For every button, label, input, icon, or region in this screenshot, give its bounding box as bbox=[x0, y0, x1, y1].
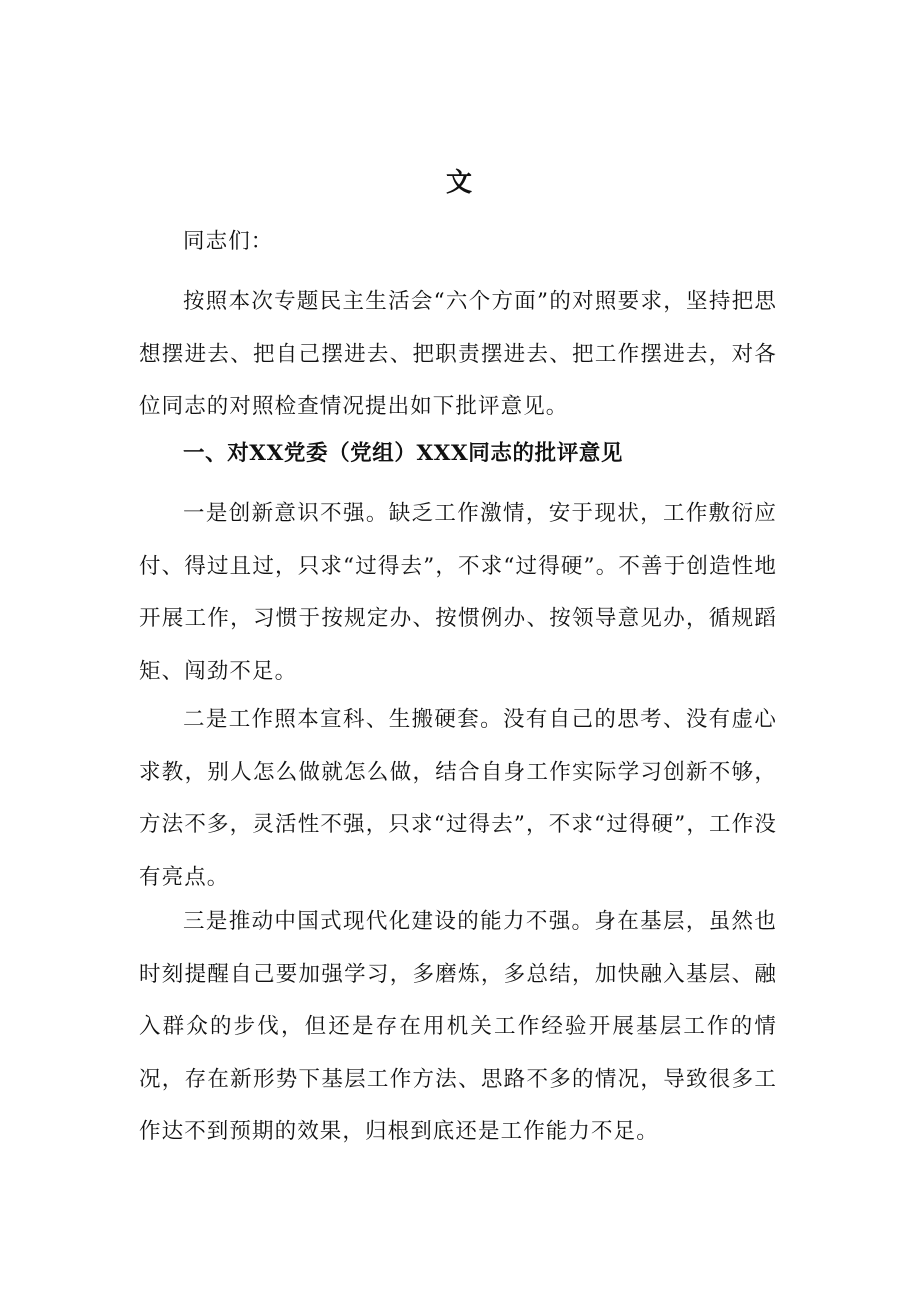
section-heading: 一、对XX党委（党组）XXX同志的批评意见 bbox=[183, 441, 624, 466]
paragraph-3: 三是推动中国式现代化建设的能力不强。身在基层，虽然也时刻提醒自己要加强学习，多磨炼，多总结，加快融入基层、融入群众的步伐，但还是存在用机关工作经验开展基层工作的情况，存在新形势下基层工作方法、思路不多的情况，导致很多工作达不到预期的效果，归根到底还是工作能力不足。 bbox=[139, 909, 777, 1144]
paragraph-2: 二是工作照本宣科、生搬硬套。没有自己的思考、没有虚心求教，别人怎么做就怎么做，结合自身工作实际学习创新不够，方法不多，灵活性不强，只求“过得去”，不求“过得硬”，工作没有亮点。 bbox=[139, 707, 777, 890]
document-title: 文 bbox=[445, 168, 474, 198]
salutation: 同志们： bbox=[183, 229, 274, 254]
paragraph-1: 一是创新意识不强。缺乏工作激情，安于现状，工作敷衍应付、得过且过，只求“过得去”，不求“过得硬”。不善于创造性地开展工作，习惯于按规定办、按惯例办、按领导意见办，循规蹈矩、闯劲不足。 bbox=[139, 501, 777, 684]
intro-paragraph: 按照本次专题民主生活会“六个方面”的对照要求，坚持把思想摆进去、把自己摆进去、把职责摆进去、把工作摆进去，对各位同志的对照检查情况提出如下批评意见。 bbox=[139, 289, 777, 419]
